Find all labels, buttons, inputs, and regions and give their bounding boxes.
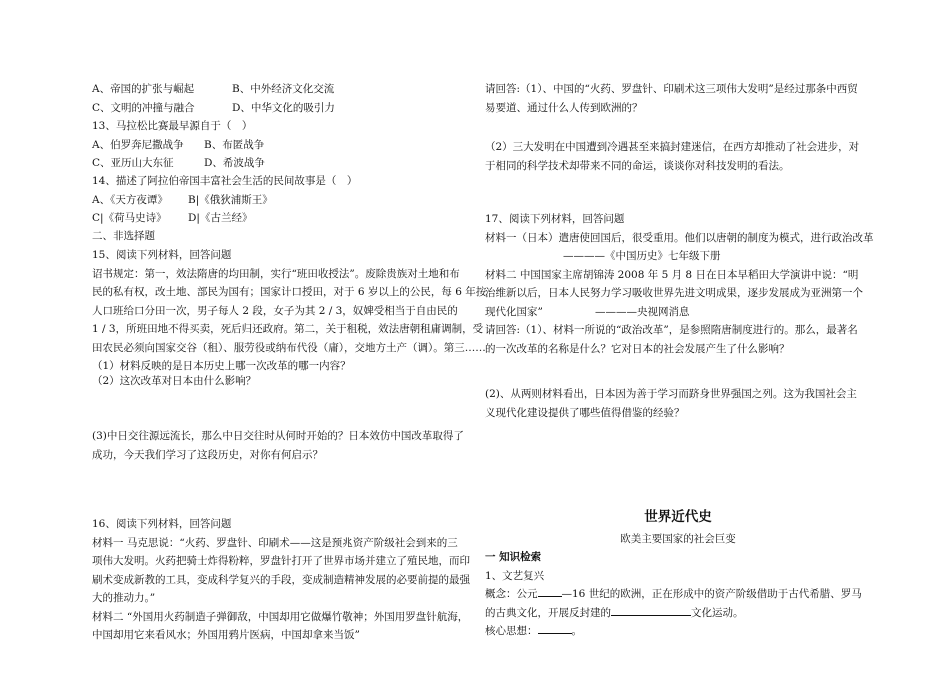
q16-material-line: 大的推动力。” xyxy=(92,592,156,604)
q16-question-1-line: 请回答:（1）、中国的“火药、罗盘针、印刷术这三项伟大发明”是经过那条中西贸 xyxy=(485,83,858,95)
q15-material-line: 1 / 3，所班田地不得买卖，死后归还政府。第二，关于租税，效法唐朝租庸调制，受 xyxy=(92,323,484,335)
q16-question-1-line: 易要道、通过什么人传到欧洲的？ xyxy=(485,101,643,114)
q17-material-1: 材料一（日本）遣唐使回国后，很受重用。他们以唐朝的制度为模式，进行政治改革 xyxy=(485,231,874,244)
concept-line-1 xyxy=(485,585,871,604)
q15-question-2-text: （2）这次改革对日本由什么影响？ xyxy=(92,375,257,387)
q15-question-1: （1）材料反映的是日本历史上哪一次改革的哪一内容？ xyxy=(92,360,351,372)
q15-question-3 xyxy=(92,427,467,464)
concept-text: —16 世纪的欧洲，正在形成中的资产阶级借助于古代希腊、罗马 xyxy=(561,588,862,600)
q12-options xyxy=(92,80,467,117)
q16-stem: 16、阅读下列材料，回答问题 xyxy=(92,518,232,530)
q16-question-2 xyxy=(485,138,871,175)
q15-question-2 xyxy=(92,372,467,391)
knowledge-heading: 一 知识检索 xyxy=(485,551,542,563)
concept-label: 概念：公元 xyxy=(485,588,538,600)
q16-material-line: 刷术变成新教的工具，变成科学复兴的手段，变成制造精神发展的必要前提的最强 xyxy=(92,573,470,586)
modern-history-section xyxy=(485,508,871,641)
q12-option-d: D、中华文化的吸引力 xyxy=(232,101,335,114)
q17-question-1-line: 请回答:（1）、材料一所说的“政治改革”，是参照隋唐制度进行的。那么，最著名 xyxy=(485,324,858,336)
q17-material-2-source: ————央视网消息 xyxy=(595,305,690,318)
core-idea-line xyxy=(485,622,871,641)
q15-material-line: 田农民必须向国家交谷（租）、服劳役或纳布代役（庸），交地方土产（调）。第三…… xyxy=(92,341,486,354)
q17-question-2 xyxy=(485,385,871,422)
q12-option-a: A、帝国的扩张与崛起 xyxy=(92,83,195,95)
q13-option-d: D、希波战争 xyxy=(204,157,265,169)
renaissance-item: 1、文艺复兴 xyxy=(485,569,545,582)
q14-stem: 14、描述了阿拉伯帝国丰富社会生活的民间故事是（ ） xyxy=(92,175,358,187)
q17-question-1-line: 的一次改革的名称是什么？它对日本的社会发展产生了什么影响？ xyxy=(485,342,790,355)
section-2-heading xyxy=(92,227,467,246)
q14-option-a: A、《天方夜谭》 xyxy=(92,193,168,206)
q16-question-2-line: 于相同的科学技术却带来不同的命运，谈谈你对科技发明的看法。 xyxy=(485,159,790,172)
q16-question-2-line: （2）三大发明在中国遭到冷遇甚至来搞封建迷信，在西方却推动了社会进步，对 xyxy=(485,141,860,153)
q16-material-line: 中国却用它来看风水；外国用鸦片医病，中国却拿来当饭” xyxy=(92,629,360,641)
concept-line-2 xyxy=(485,604,871,623)
q12-option-c: C、文明的冲撞与融合 xyxy=(92,101,195,114)
q13-option-a: A、伯罗奔尼撒战争 xyxy=(92,138,184,151)
q12-option-b: B、中外经济文化交流 xyxy=(232,83,335,95)
section-subtitle: 欧美主要国家的社会巨变 xyxy=(620,532,736,545)
q17-question-2-line: (2)、从两则材料看出，日本因为善于学习而跻身世界强国之列。这为我国社会主 xyxy=(485,388,857,400)
question-16 xyxy=(92,515,470,645)
question-14 xyxy=(92,172,467,228)
question-17 xyxy=(485,210,874,358)
blank-movement[interactable] xyxy=(611,604,691,616)
q13-option-b: B、布匿战争 xyxy=(204,138,265,151)
q13-stem: 13、马拉松比赛最早源自于（ ） xyxy=(92,120,253,132)
concept-text-3: 文化运动。 xyxy=(691,606,744,619)
q15-question-3-line: (3)中日交往源远流长，那么中日交往时从何时开始的？日本效仿中国改革取得了 xyxy=(92,430,464,442)
q17-material-2-line: 材料二 中国国家主席胡锦涛 2008 年 5 月 8 日在日本早稻田大学演讲中说：“明 xyxy=(485,268,859,281)
question-15 xyxy=(92,246,487,376)
q16-material-line: 项伟大发明。火药把骑士炸得粉粹，罗盘针打开了世界市场并建立了殖民地，而印 xyxy=(92,555,470,567)
q17-question-2-line: 义现代化建设提供了哪些值得借鉴的经验？ xyxy=(485,406,685,419)
q13-option-c: C、亚历山大东征 xyxy=(92,157,174,169)
q15-stem: 15、阅读下列材料，回答问题 xyxy=(92,249,232,261)
q14-option-d: D|《古兰经》 xyxy=(188,212,253,224)
section-2-label: 二、非选择题 xyxy=(92,230,155,242)
q16-material-line: 材料二 “外国用火药制造子弹御敌，中国却用它做爆竹敬神；外国用罗盘针航海， xyxy=(92,610,469,623)
core-idea-end: 。 xyxy=(571,625,582,637)
q17-stem: 17、阅读下列材料，回答问题 xyxy=(485,213,625,225)
core-idea-label: 核心思想： xyxy=(485,625,538,637)
q15-material-line: 诏书规定：第一，效法隋唐的均田制，实行“班田收授法”。废除贵族对土地和布 xyxy=(92,267,460,280)
blank-core-idea[interactable] xyxy=(538,622,572,634)
blank-century[interactable] xyxy=(538,585,562,597)
q15-material-line: 民的私有权，改土地、部民为国有；国家计口授田，对于 6 岁以上的公民，每 6 年按 xyxy=(92,286,487,298)
q15-question-3-line: 成功，今天我们学习了这段历史，对你有何启示？ xyxy=(92,448,323,461)
q15-material-line: 人口班给口分田一次，男子每人 2 段，女子为其 2 / 3，奴婢受相当于自由民的 xyxy=(92,304,458,317)
q16-material-line: 材料一 马克思说：“火药、罗盘针、印刷术——这是预兆资产阶级社会到来的三 xyxy=(92,536,458,549)
q14-option-b: B|《俄狄浦斯王》 xyxy=(188,193,273,206)
concept-text-2: 的古典文化，开展反封建的 xyxy=(485,606,611,619)
q17-material-2-line: 治维新以后，日本人民努力学习吸收世界先进文明成果，逐步发展成为亚洲第一个 xyxy=(485,287,863,299)
question-13 xyxy=(92,117,467,173)
q17-material-1-source: ————《中国历史》七年级下册 xyxy=(563,250,721,262)
q17-material-2-line: 现代化国家” xyxy=(485,305,543,318)
q16-questions xyxy=(485,80,871,117)
section-title: 世界近代史 xyxy=(644,509,712,525)
q14-option-c: C|《荷马史诗》 xyxy=(92,212,167,224)
